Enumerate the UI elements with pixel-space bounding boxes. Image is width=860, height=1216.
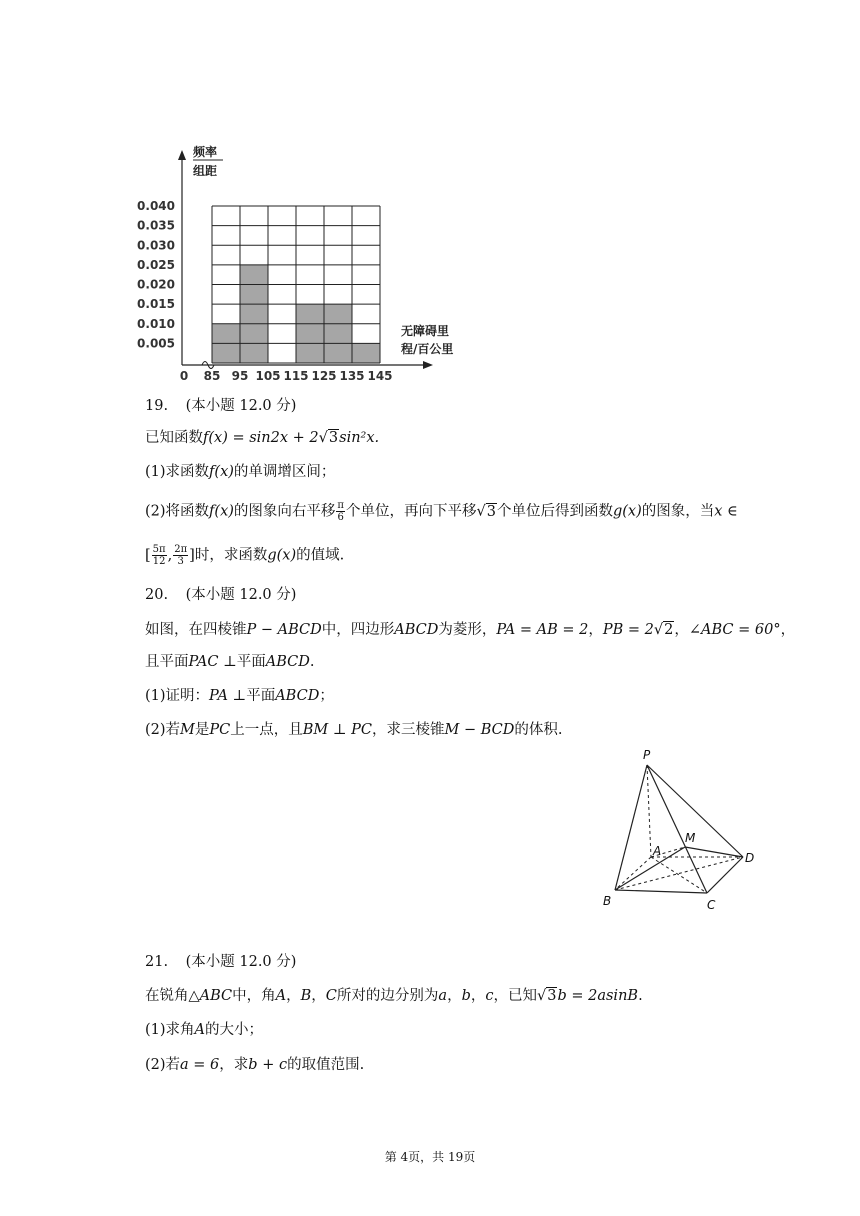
edge-bc [615,890,707,893]
x-origin-label: 0 [179,369,189,383]
x-label-line1: 无障碍里 [401,324,450,338]
q19-number: 19. [145,398,169,414]
q20-header [145,585,296,605]
q20-line1: 如图，在四棱锥P − ABCD中，四边形ABCD为菱形，PA = AB = 2，PB = 2√2，∠ABC = 60°， [145,622,796,638]
histogram-chart [135,140,475,385]
q19-intro: 已知函数f(x) = sin2x + 2√3sin²x. [145,430,380,446]
q19-part2-line2: [ $\frac{5\pi}{12}$ , $\frac{2\pi}{3}$ ]时，求函数g(x)的值域. [145,544,345,567]
q19-part1: (1)求函数f(x)的单调增区间； [145,464,336,480]
x-tick-label: 115 [283,369,309,383]
q20-line2: 且平面PAC ⊥平面ABCD. [145,654,315,670]
y-tick-label: 0.035 [137,218,175,233]
y-tick-label: 0.015 [137,297,175,312]
label-c: C [707,898,716,912]
q21-number: 21. [145,954,169,970]
edge-cd [707,857,743,893]
label-m: M [685,831,696,845]
q19-header [145,396,296,416]
x-axis-arrow [423,361,433,369]
label-d: D [745,851,755,865]
histogram-bar [240,265,268,363]
edge-bm [615,847,685,890]
y-tick-label: 0.030 [137,238,175,253]
y-axis-arrow [178,150,186,160]
edge-pa [647,765,651,857]
q20-part2: (2)若M是PC上一点，且BM ⊥ PC，求三棱锥M − BCD的体积. [145,722,563,738]
label-a: A [653,844,662,858]
q20-number: 20. [145,587,169,603]
q20-part1: (1)证明：PA ⊥平面ABCD； [145,688,334,704]
y-tick-label: 0.005 [137,336,175,351]
q21-line1: 在锐角△ABC中，角A，B，C所对的边分别为a，b，c，已知√3b = 2asinB. [145,988,643,1004]
y-tick-label: 0.020 [137,277,175,292]
q21-part2: (2)若a = 6，求b + c的取值范围. [145,1057,365,1073]
x-tick-label: 105 [255,369,281,383]
y-tick-label: 0.025 [137,257,175,272]
pyramid-figure [595,745,770,915]
x-tick-label: 85 [203,369,221,383]
y-label-top: 频率 [193,145,218,159]
label-b: B [603,894,612,908]
x-tick-label: 95 [231,369,249,383]
x-tick-label: 125 [311,369,337,383]
y-tick-label: 0.010 [137,316,175,331]
histogram-bar [352,343,380,363]
histogram-bar [324,304,352,363]
page-footer: 第 4页，共 19页 [384,1150,476,1164]
q19-part2-line1: (2)将函数f(x)的图象向右平移 $\frac{\pi}{6}$ 个单位，再向下平移√3个单位后得到函数g(x)的图象，当x ∈ [145,500,738,523]
q21-header [145,952,296,972]
q21-part1: (1)求角A的大小； [145,1022,264,1038]
q19-score: (本小题 12.0 分) [185,398,297,414]
y-tick-label: 0.040 [137,199,175,213]
edge-pb [615,765,647,890]
histogram-bar [296,304,324,363]
label-p: P [643,748,651,762]
q20-score: (本小题 12.0 分) [185,587,297,603]
x-label-line2: 程/百公里 [401,342,454,356]
edge-bd [615,857,743,890]
y-label-bottom: 组距 [193,164,218,178]
x-tick-label: 145 [367,369,393,383]
x-tick-label: 135 [339,369,365,383]
q21-score: (本小题 12.0 分) [185,954,297,970]
